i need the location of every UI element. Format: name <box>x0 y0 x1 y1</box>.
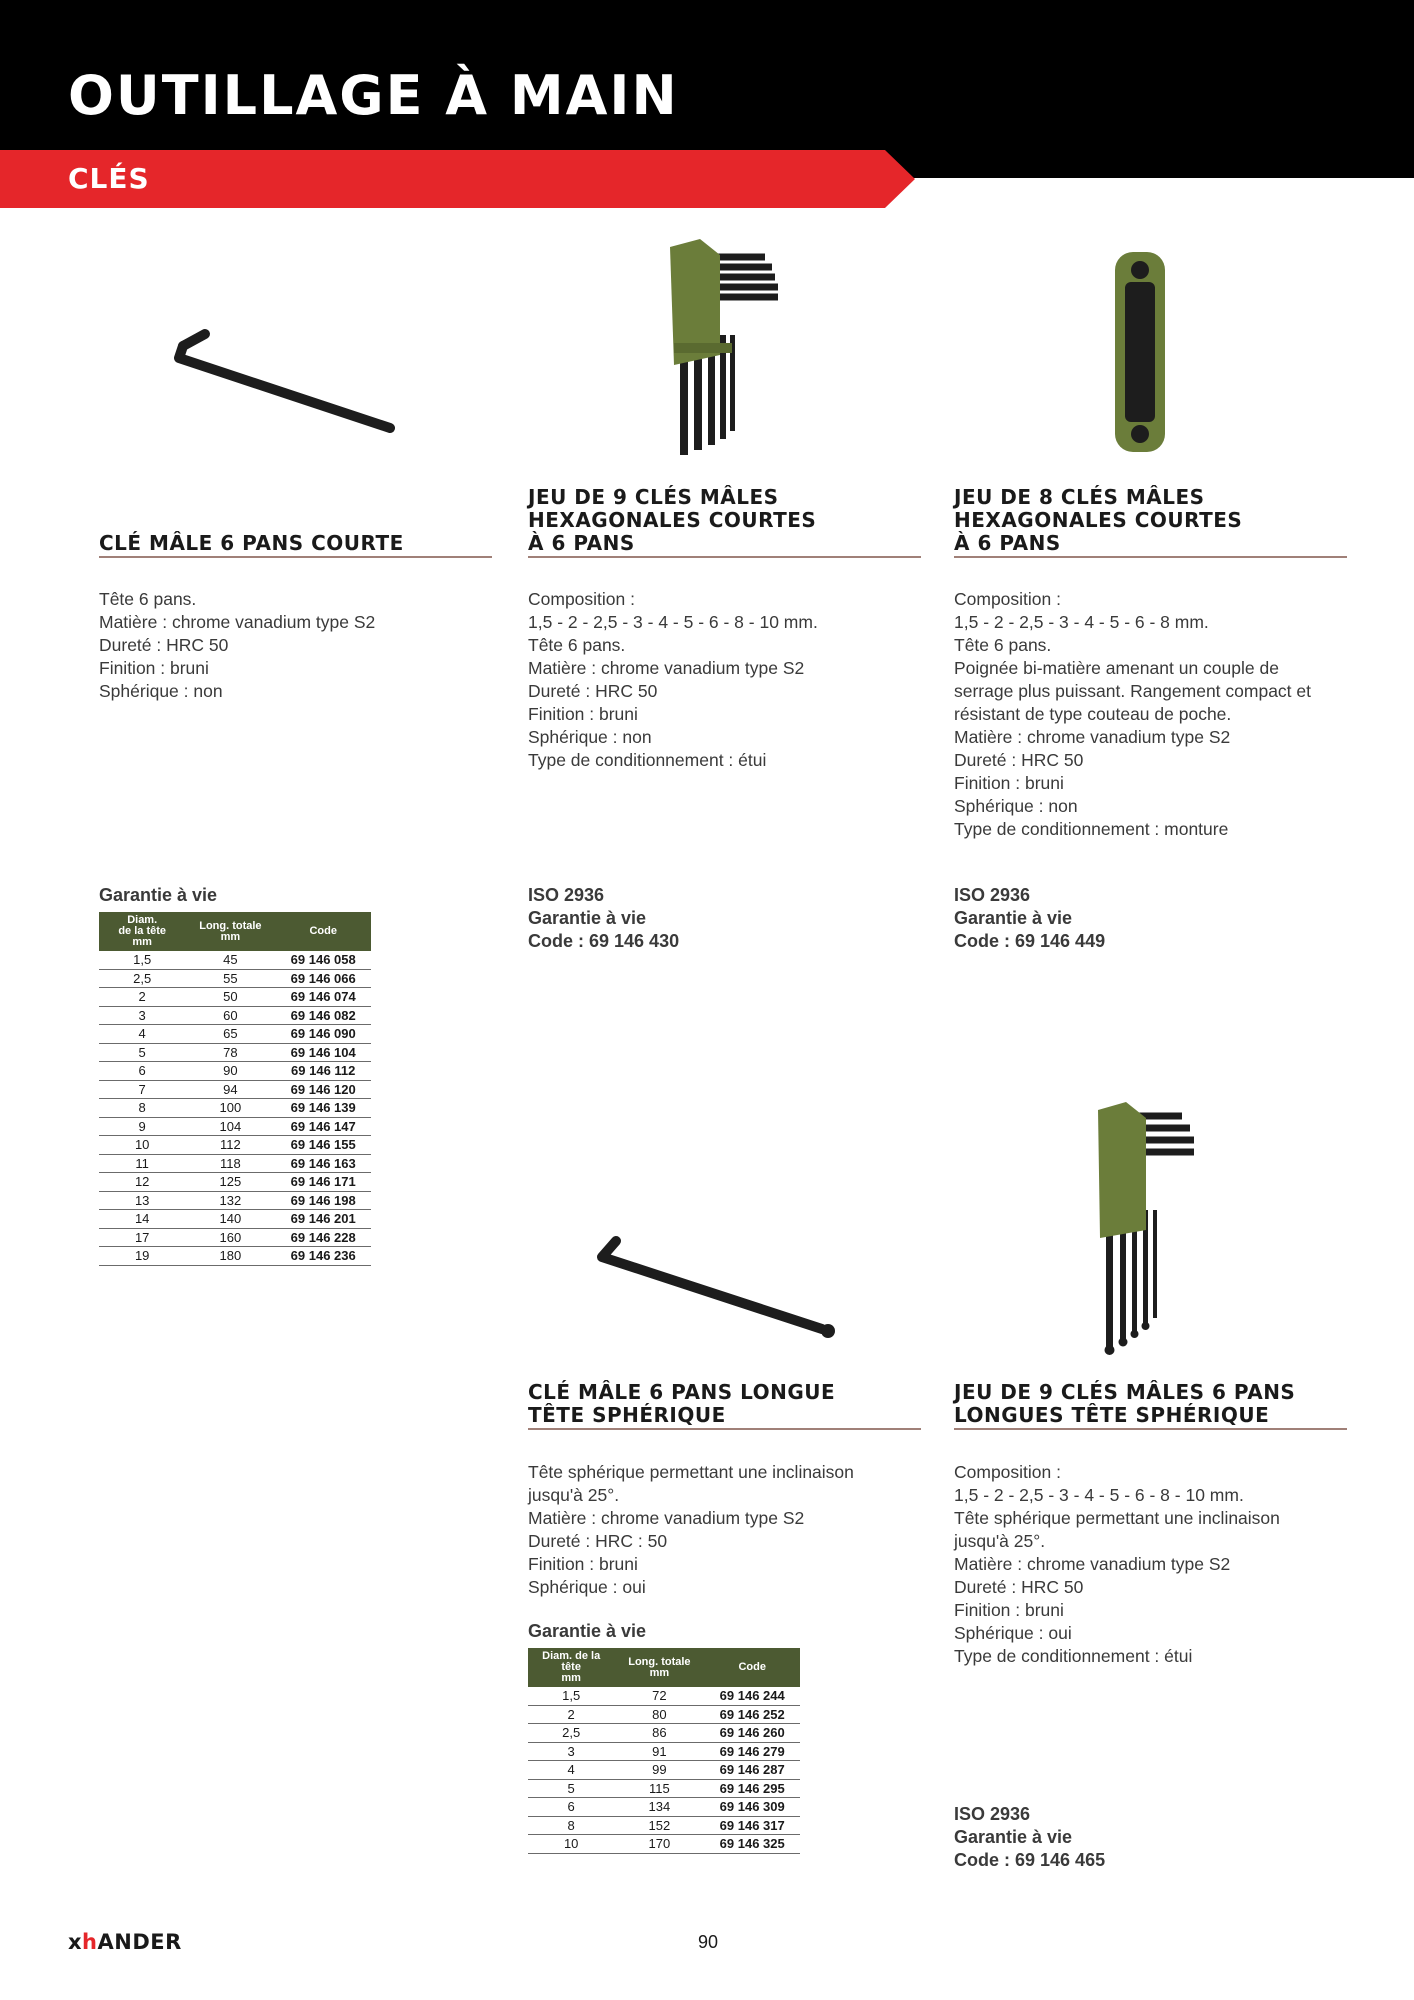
col-header-line: Code <box>738 1661 766 1673</box>
cell-diameter: 17 <box>99 1228 185 1247</box>
col-header-code <box>275 912 371 951</box>
product-description <box>954 1461 1374 1668</box>
cell-diameter: 8 <box>528 1816 614 1835</box>
cell-length: 134 <box>614 1798 704 1817</box>
cell-code: 69 146 228 <box>275 1228 371 1247</box>
cell-length: 140 <box>185 1210 275 1229</box>
description-line: jusqu'à 25°. <box>528 1485 620 1505</box>
description-line: Type de conditionnement : étui <box>528 750 767 770</box>
table-row <box>528 1779 800 1798</box>
col-header-diameter <box>528 1648 614 1687</box>
table-row <box>99 1136 371 1155</box>
description-line: Tête sphérique permettant une inclinaison <box>954 1508 1280 1528</box>
cell-length: 78 <box>185 1043 275 1062</box>
hex-key-folding-set-image <box>1105 248 1175 458</box>
cell-length: 170 <box>614 1835 704 1854</box>
spec-table-body <box>99 951 371 1265</box>
description-line: Matière : chrome vanadium type S2 <box>954 727 1231 747</box>
cell-length: 65 <box>185 1025 275 1044</box>
cell-length: 91 <box>614 1742 704 1761</box>
cell-diameter: 3 <box>528 1742 614 1761</box>
col-header-line: Code <box>309 925 337 937</box>
product-title-hex-key-long-ball-set <box>954 1380 1374 1427</box>
title-divider <box>99 556 492 558</box>
cell-code: 69 146 139 <box>275 1099 371 1118</box>
product-title-hex-key-long-ball <box>528 1380 928 1427</box>
cell-code: 69 146 155 <box>275 1136 371 1155</box>
description-line: Tête 6 pans. <box>528 635 626 655</box>
product-meta <box>954 884 1105 953</box>
cell-length: 94 <box>185 1080 275 1099</box>
cell-diameter: 3 <box>99 1006 185 1025</box>
product-title-hex-key-set-9 <box>528 484 928 555</box>
cell-length: 99 <box>614 1761 704 1780</box>
col-header-line: mm <box>220 930 241 943</box>
cell-diameter: 9 <box>99 1117 185 1136</box>
product-title-line: JEU DE 9 CLÉS MÂLES 6 PANS <box>954 1380 1296 1404</box>
cell-length: 160 <box>185 1228 275 1247</box>
table-row <box>99 969 371 988</box>
warranty-label: Garantie à vie <box>954 1827 1073 1847</box>
table-row <box>528 1798 800 1817</box>
cell-length: 50 <box>185 988 275 1007</box>
col-header-line: Long. totale <box>628 1655 691 1668</box>
iso-standard: ISO 2936 <box>954 885 1031 905</box>
table-row <box>99 1210 371 1229</box>
cell-diameter: 1,5 <box>99 951 185 969</box>
brand-logo <box>68 1930 182 1954</box>
cell-diameter: 1,5 <box>528 1687 614 1705</box>
brand-logo-part: ANDER <box>97 1930 182 1954</box>
product-title-line: CLÉ MÂLE 6 PANS LONGUE <box>528 1380 836 1404</box>
product-title-line: JEU DE 8 CLÉS MÂLES <box>954 485 1205 509</box>
cell-code: 69 146 260 <box>704 1724 800 1743</box>
cell-diameter: 10 <box>528 1835 614 1854</box>
col-header-line: de la tête <box>118 925 167 937</box>
product-title-line: CLÉ MÂLE 6 PANS COURTE <box>99 531 404 555</box>
col-header-length <box>614 1648 704 1687</box>
table-row <box>99 1117 371 1136</box>
title-divider <box>954 1428 1347 1430</box>
product-code: Code : 69 146 449 <box>954 931 1106 951</box>
cell-length: 90 <box>185 1062 275 1081</box>
table-row <box>528 1835 800 1854</box>
cell-code: 69 146 104 <box>275 1043 371 1062</box>
table-row <box>99 1062 371 1081</box>
cell-length: 45 <box>185 951 275 969</box>
product-description <box>528 1461 928 1599</box>
col-header-length <box>185 912 275 951</box>
cell-code: 69 146 066 <box>275 969 371 988</box>
cell-diameter: 7 <box>99 1080 185 1099</box>
table-row <box>99 1025 371 1044</box>
warranty-label: Garantie à vie <box>528 908 647 928</box>
cell-diameter: 2,5 <box>99 969 185 988</box>
warranty-label: Garantie à vie <box>528 1621 647 1641</box>
cell-code: 69 146 295 <box>704 1779 800 1798</box>
cell-length: 118 <box>185 1154 275 1173</box>
cell-diameter: 2 <box>528 1705 614 1724</box>
cell-diameter: 14 <box>99 1210 185 1229</box>
product-description <box>528 588 928 772</box>
table-row <box>528 1761 800 1780</box>
table-row <box>528 1816 800 1835</box>
description-line: Poignée bi-matière amenant un couple de <box>954 658 1279 678</box>
description-line: Type de conditionnement : monture <box>954 819 1229 839</box>
product-title-line: HEXAGONALES COURTES <box>954 508 1243 532</box>
title-divider <box>528 1428 921 1430</box>
cell-length: 72 <box>614 1687 704 1705</box>
col-header-line: Diam. de la <box>542 1650 601 1662</box>
cell-diameter: 2,5 <box>528 1724 614 1743</box>
description-line: serrage plus puissant. Rangement compact et <box>954 681 1311 701</box>
warranty-label: Garantie à vie <box>99 885 218 905</box>
title-divider <box>954 556 1347 558</box>
cell-diameter: 11 <box>99 1154 185 1173</box>
product-title-hex-key-set-8 <box>954 484 1374 555</box>
hex-key-long-ball-image <box>590 1225 840 1345</box>
product-description <box>99 588 499 703</box>
cell-code: 69 146 198 <box>275 1191 371 1210</box>
cell-code: 69 146 317 <box>704 1816 800 1835</box>
cell-diameter: 5 <box>99 1043 185 1062</box>
description-line: Dureté : HRC 50 <box>99 635 229 655</box>
product-title-line: TÊTE SPHÉRIQUE <box>528 1403 726 1427</box>
cell-diameter: 4 <box>528 1761 614 1780</box>
product-title-line: À 6 PANS <box>954 531 1061 555</box>
cell-length: 112 <box>185 1136 275 1155</box>
cell-code: 69 146 112 <box>275 1062 371 1081</box>
table-row <box>528 1687 800 1705</box>
cell-length: 104 <box>185 1117 275 1136</box>
col-header-diameter <box>99 912 185 951</box>
cell-code: 69 146 244 <box>704 1687 800 1705</box>
description-line: Dureté : HRC : 50 <box>528 1531 668 1551</box>
table-row <box>99 988 371 1007</box>
cell-code: 69 146 287 <box>704 1761 800 1780</box>
description-line: Matière : chrome vanadium type S2 <box>954 1554 1231 1574</box>
cell-code: 69 146 074 <box>275 988 371 1007</box>
cell-length: 115 <box>614 1779 704 1798</box>
cell-diameter: 6 <box>99 1062 185 1081</box>
col-header-line: mm <box>561 1672 581 1684</box>
table-row <box>528 1724 800 1743</box>
iso-standard: ISO 2936 <box>954 1804 1031 1824</box>
product-code: Code : 69 146 430 <box>528 931 680 951</box>
table-row <box>99 1006 371 1025</box>
description-line: Composition : <box>528 589 635 609</box>
section-title: CLÉS <box>68 162 150 195</box>
description-line: Dureté : HRC 50 <box>954 750 1084 770</box>
cell-code: 69 146 201 <box>275 1210 371 1229</box>
cell-diameter: 6 <box>528 1798 614 1817</box>
description-line: 1,5 - 2 - 2,5 - 3 - 4 - 5 - 6 - 8 - 10 mm. <box>954 1485 1244 1505</box>
product-meta <box>528 884 679 953</box>
table-row <box>99 951 371 969</box>
cell-code: 69 146 279 <box>704 1742 800 1761</box>
description-line: Finition : bruni <box>528 704 638 724</box>
cell-code: 69 146 171 <box>275 1173 371 1192</box>
col-header-line: Long. totale <box>199 919 262 932</box>
product-meta <box>954 1803 1105 1872</box>
product-title-line: HEXAGONALES COURTES <box>528 508 817 532</box>
cell-code: 69 146 058 <box>275 951 371 969</box>
cell-code: 69 146 163 <box>275 1154 371 1173</box>
cell-diameter: 8 <box>99 1099 185 1118</box>
description-line: Finition : bruni <box>954 1600 1064 1620</box>
product-title-line: LONGUES TÊTE SPHÉRIQUE <box>954 1403 1270 1427</box>
description-line: Finition : bruni <box>954 773 1064 793</box>
brand-logo-accent: h <box>82 1930 98 1954</box>
description-line: Matière : chrome vanadium type S2 <box>99 612 376 632</box>
table-row <box>99 1191 371 1210</box>
table-row <box>528 1705 800 1724</box>
cell-diameter: 5 <box>528 1779 614 1798</box>
col-header-line: tête <box>561 1661 581 1673</box>
table-row <box>99 1099 371 1118</box>
cell-diameter: 13 <box>99 1191 185 1210</box>
spec-table-long <box>528 1648 800 1854</box>
cell-length: 125 <box>185 1173 275 1192</box>
description-line: Dureté : HRC 50 <box>528 681 658 701</box>
description-line: Dureté : HRC 50 <box>954 1577 1084 1597</box>
cell-length: 55 <box>185 969 275 988</box>
description-line: Finition : bruni <box>99 658 209 678</box>
cell-code: 69 146 309 <box>704 1798 800 1817</box>
cell-code: 69 146 252 <box>704 1705 800 1724</box>
cell-diameter: 12 <box>99 1173 185 1192</box>
table-row <box>99 1173 371 1192</box>
product-description <box>954 588 1374 841</box>
cell-code: 69 146 325 <box>704 1835 800 1854</box>
cell-diameter: 4 <box>99 1025 185 1044</box>
cell-length: 152 <box>614 1816 704 1835</box>
cell-length: 100 <box>185 1099 275 1118</box>
description-line: jusqu'à 25°. <box>954 1531 1046 1551</box>
iso-standard: ISO 2936 <box>528 885 605 905</box>
hex-key-set-9-image <box>660 235 800 460</box>
table-row <box>99 1247 371 1266</box>
table-row <box>99 1043 371 1062</box>
cell-length: 132 <box>185 1191 275 1210</box>
description-line: Matière : chrome vanadium type S2 <box>528 658 805 678</box>
brand-logo-part: x <box>68 1930 83 1954</box>
cell-length: 60 <box>185 1006 275 1025</box>
description-line: Tête 6 pans. <box>954 635 1052 655</box>
description-line: 1,5 - 2 - 2,5 - 3 - 4 - 5 - 6 - 8 - 10 mm. <box>528 612 818 632</box>
description-line: Finition : bruni <box>528 1554 638 1574</box>
table-row <box>99 1080 371 1099</box>
spec-table-short <box>99 912 371 1266</box>
description-line: Tête 6 pans. <box>99 589 197 609</box>
cell-length: 80 <box>614 1705 704 1724</box>
description-line: Sphérique : non <box>99 681 223 701</box>
description-line: Sphérique : oui <box>528 1577 646 1597</box>
product-code: Code : 69 146 465 <box>954 1850 1106 1870</box>
col-header-code <box>704 1648 800 1687</box>
hex-key-long-ball-set-image <box>1090 1100 1210 1360</box>
page-number: 90 <box>697 1932 719 1952</box>
cell-code: 69 146 090 <box>275 1025 371 1044</box>
cell-diameter: 2 <box>99 988 185 1007</box>
description-line: 1,5 - 2 - 2,5 - 3 - 4 - 5 - 6 - 8 mm. <box>954 612 1209 632</box>
description-line: Sphérique : oui <box>954 1623 1072 1643</box>
description-line: Sphérique : non <box>954 796 1078 816</box>
col-header-line: Diam. <box>127 914 158 926</box>
table-row <box>99 1228 371 1247</box>
table-row <box>99 1154 371 1173</box>
hex-key-short-image <box>165 320 405 440</box>
col-header-line: mm <box>132 936 152 948</box>
description-line: Composition : <box>954 589 1061 609</box>
description-line: Type de conditionnement : étui <box>954 1646 1193 1666</box>
description-line: Matière : chrome vanadium type S2 <box>528 1508 805 1528</box>
cell-code: 69 146 147 <box>275 1117 371 1136</box>
cell-length: 86 <box>614 1724 704 1743</box>
cell-code: 69 146 120 <box>275 1080 371 1099</box>
cell-diameter: 19 <box>99 1247 185 1266</box>
cell-diameter: 10 <box>99 1136 185 1155</box>
page-title: OUTILLAGE À MAIN <box>68 64 679 127</box>
table-row <box>528 1742 800 1761</box>
description-line: résistant de type couteau de poche. <box>954 704 1232 724</box>
warranty-label: Garantie à vie <box>954 908 1073 928</box>
cell-code: 69 146 082 <box>275 1006 371 1025</box>
product-title-line: À 6 PANS <box>528 531 635 555</box>
cell-code: 69 146 236 <box>275 1247 371 1266</box>
product-title-hex-key-short <box>99 520 489 555</box>
cell-length: 180 <box>185 1247 275 1266</box>
spec-table-body <box>528 1687 800 1853</box>
product-title-line: JEU DE 9 CLÉS MÂLES <box>528 485 779 509</box>
description-line: Sphérique : non <box>528 727 652 747</box>
col-header-line: mm <box>649 1666 670 1679</box>
description-line: Tête sphérique permettant une inclinaison <box>528 1462 854 1482</box>
description-line: Composition : <box>954 1462 1061 1482</box>
title-divider <box>528 556 921 558</box>
